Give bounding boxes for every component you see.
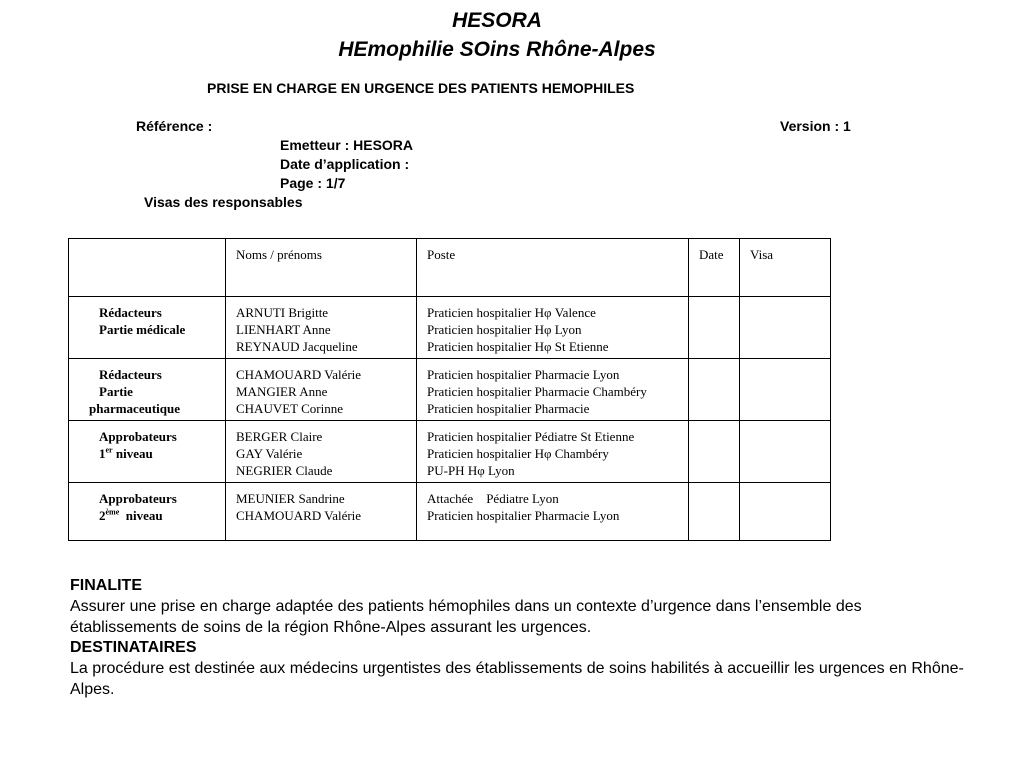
- role-line: 2ème niveau: [99, 507, 163, 523]
- poste-cell: [417, 483, 689, 541]
- names-cell: [226, 297, 417, 359]
- version-label: Version : 1: [780, 118, 851, 134]
- document-title: HESORA: [452, 9, 542, 32]
- table-row: [69, 297, 831, 359]
- ordinal-suffix: er: [105, 445, 113, 455]
- visas-table: [68, 238, 831, 541]
- procedure-title: PRISE EN CHARGE EN URGENCE DES PATIENTS HEMOPHILES: [207, 80, 635, 96]
- poste-line: Praticien hospitalier Pharmacie Lyon: [427, 367, 620, 382]
- table-row: [69, 359, 831, 421]
- ordinal-suffix: ème: [105, 507, 120, 517]
- role-line: Rédacteurs: [99, 367, 162, 382]
- finalite-text: Assurer une prise en charge adaptée des patients hémophiles dans un contexte d’urgence dans l’ensemble des établissements de soins de la région Rhône-Alpes assurant les urgences.: [70, 598, 862, 636]
- names-cell: [226, 421, 417, 483]
- poste-line: Praticien hospitalier Pharmacie Lyon: [427, 508, 620, 523]
- role-line: pharmaceutique: [89, 401, 180, 416]
- poste-line: Praticien hospitalier Hφ Lyon: [427, 322, 582, 337]
- header-cell-poste: Poste: [417, 239, 689, 297]
- role-cell: [69, 483, 226, 541]
- poste-line: Praticien hospitalier Hφ Chambéry: [427, 446, 609, 461]
- name-line: GAY Valérie: [236, 446, 303, 461]
- role-line: Partie: [99, 384, 133, 399]
- header-cell-visa: Visa: [740, 239, 831, 297]
- visa-cell: [740, 297, 831, 359]
- poste-cell: [417, 359, 689, 421]
- poste-cell: [417, 421, 689, 483]
- name-line: CHAUVET Corinne: [236, 401, 344, 416]
- role-cell: [69, 297, 226, 359]
- name-line: BERGER Claire: [236, 429, 323, 444]
- page-number: Page : 1/7: [280, 175, 346, 191]
- role-line: Approbateurs: [99, 491, 177, 506]
- names-cell: [226, 359, 417, 421]
- role-cell: [69, 359, 226, 421]
- table-row: [69, 483, 831, 541]
- header-cell-date: Date: [689, 239, 740, 297]
- table-row: [69, 421, 831, 483]
- visa-cell: [740, 483, 831, 541]
- table-header-row: [69, 239, 831, 297]
- finalite-heading: FINALITE: [70, 577, 142, 594]
- name-line: CHAMOUARD Valérie: [236, 367, 362, 382]
- name-line: REYNAUD Jacqueline: [236, 339, 358, 354]
- name-line: MANGIER Anne: [236, 384, 328, 399]
- poste-cell: [417, 297, 689, 359]
- role-line: Rédacteurs: [99, 305, 162, 320]
- header-cell-names: Noms / prénoms: [226, 239, 417, 297]
- visa-cell: [740, 359, 831, 421]
- name-line: CHAMOUARD Valérie: [236, 508, 362, 523]
- role-cell: [69, 421, 226, 483]
- finalite-section: [70, 575, 970, 638]
- emetteur-label: Emetteur : HESORA: [280, 137, 414, 153]
- document-subtitle: HEmophilie SOins Rhône-Alpes: [338, 38, 656, 61]
- poste-line: Praticien hospitalier Pharmacie: [427, 401, 590, 416]
- visa-cell: [740, 421, 831, 483]
- destinataires-text: La procédure est destinée aux médecins urgentistes des établissements de soins habilités à accueillir les urgences en Rhône-Alpes.: [70, 660, 964, 698]
- role-line: Approbateurs: [99, 429, 177, 444]
- reference-label: Référence :: [136, 118, 213, 134]
- name-line: LIENHART Anne: [236, 322, 331, 337]
- name-line: NEGRIER Claude: [236, 463, 333, 478]
- poste-line: Praticien hospitalier Hφ Valence: [427, 305, 596, 320]
- date-application-label: Date d’application :: [280, 156, 410, 172]
- names-cell: [226, 483, 417, 541]
- visas-heading: Visas des responsables: [144, 194, 303, 210]
- name-line: ARNUTI Brigitte: [236, 305, 329, 320]
- name-line: MEUNIER Sandrine: [236, 491, 345, 506]
- poste-line: Praticien hospitalier Pédiatre St Etienne: [427, 429, 635, 444]
- poste-line: Attachée Pédiatre Lyon: [427, 491, 559, 506]
- destinataires-heading: DESTINATAIRES: [70, 639, 197, 656]
- role-line: 1er niveau: [99, 445, 153, 461]
- date-cell: [689, 297, 740, 359]
- header-cell-empty: [69, 239, 226, 297]
- poste-line: Praticien hospitalier Pharmacie Chambéry: [427, 384, 647, 399]
- date-cell: [689, 421, 740, 483]
- role-line: Partie médicale: [99, 322, 186, 337]
- poste-line: Praticien hospitalier Hφ St Etienne: [427, 339, 609, 354]
- date-cell: [689, 483, 740, 541]
- date-cell: [689, 359, 740, 421]
- poste-line: PU-PH Hφ Lyon: [427, 463, 515, 478]
- destinataires-section: [70, 637, 970, 700]
